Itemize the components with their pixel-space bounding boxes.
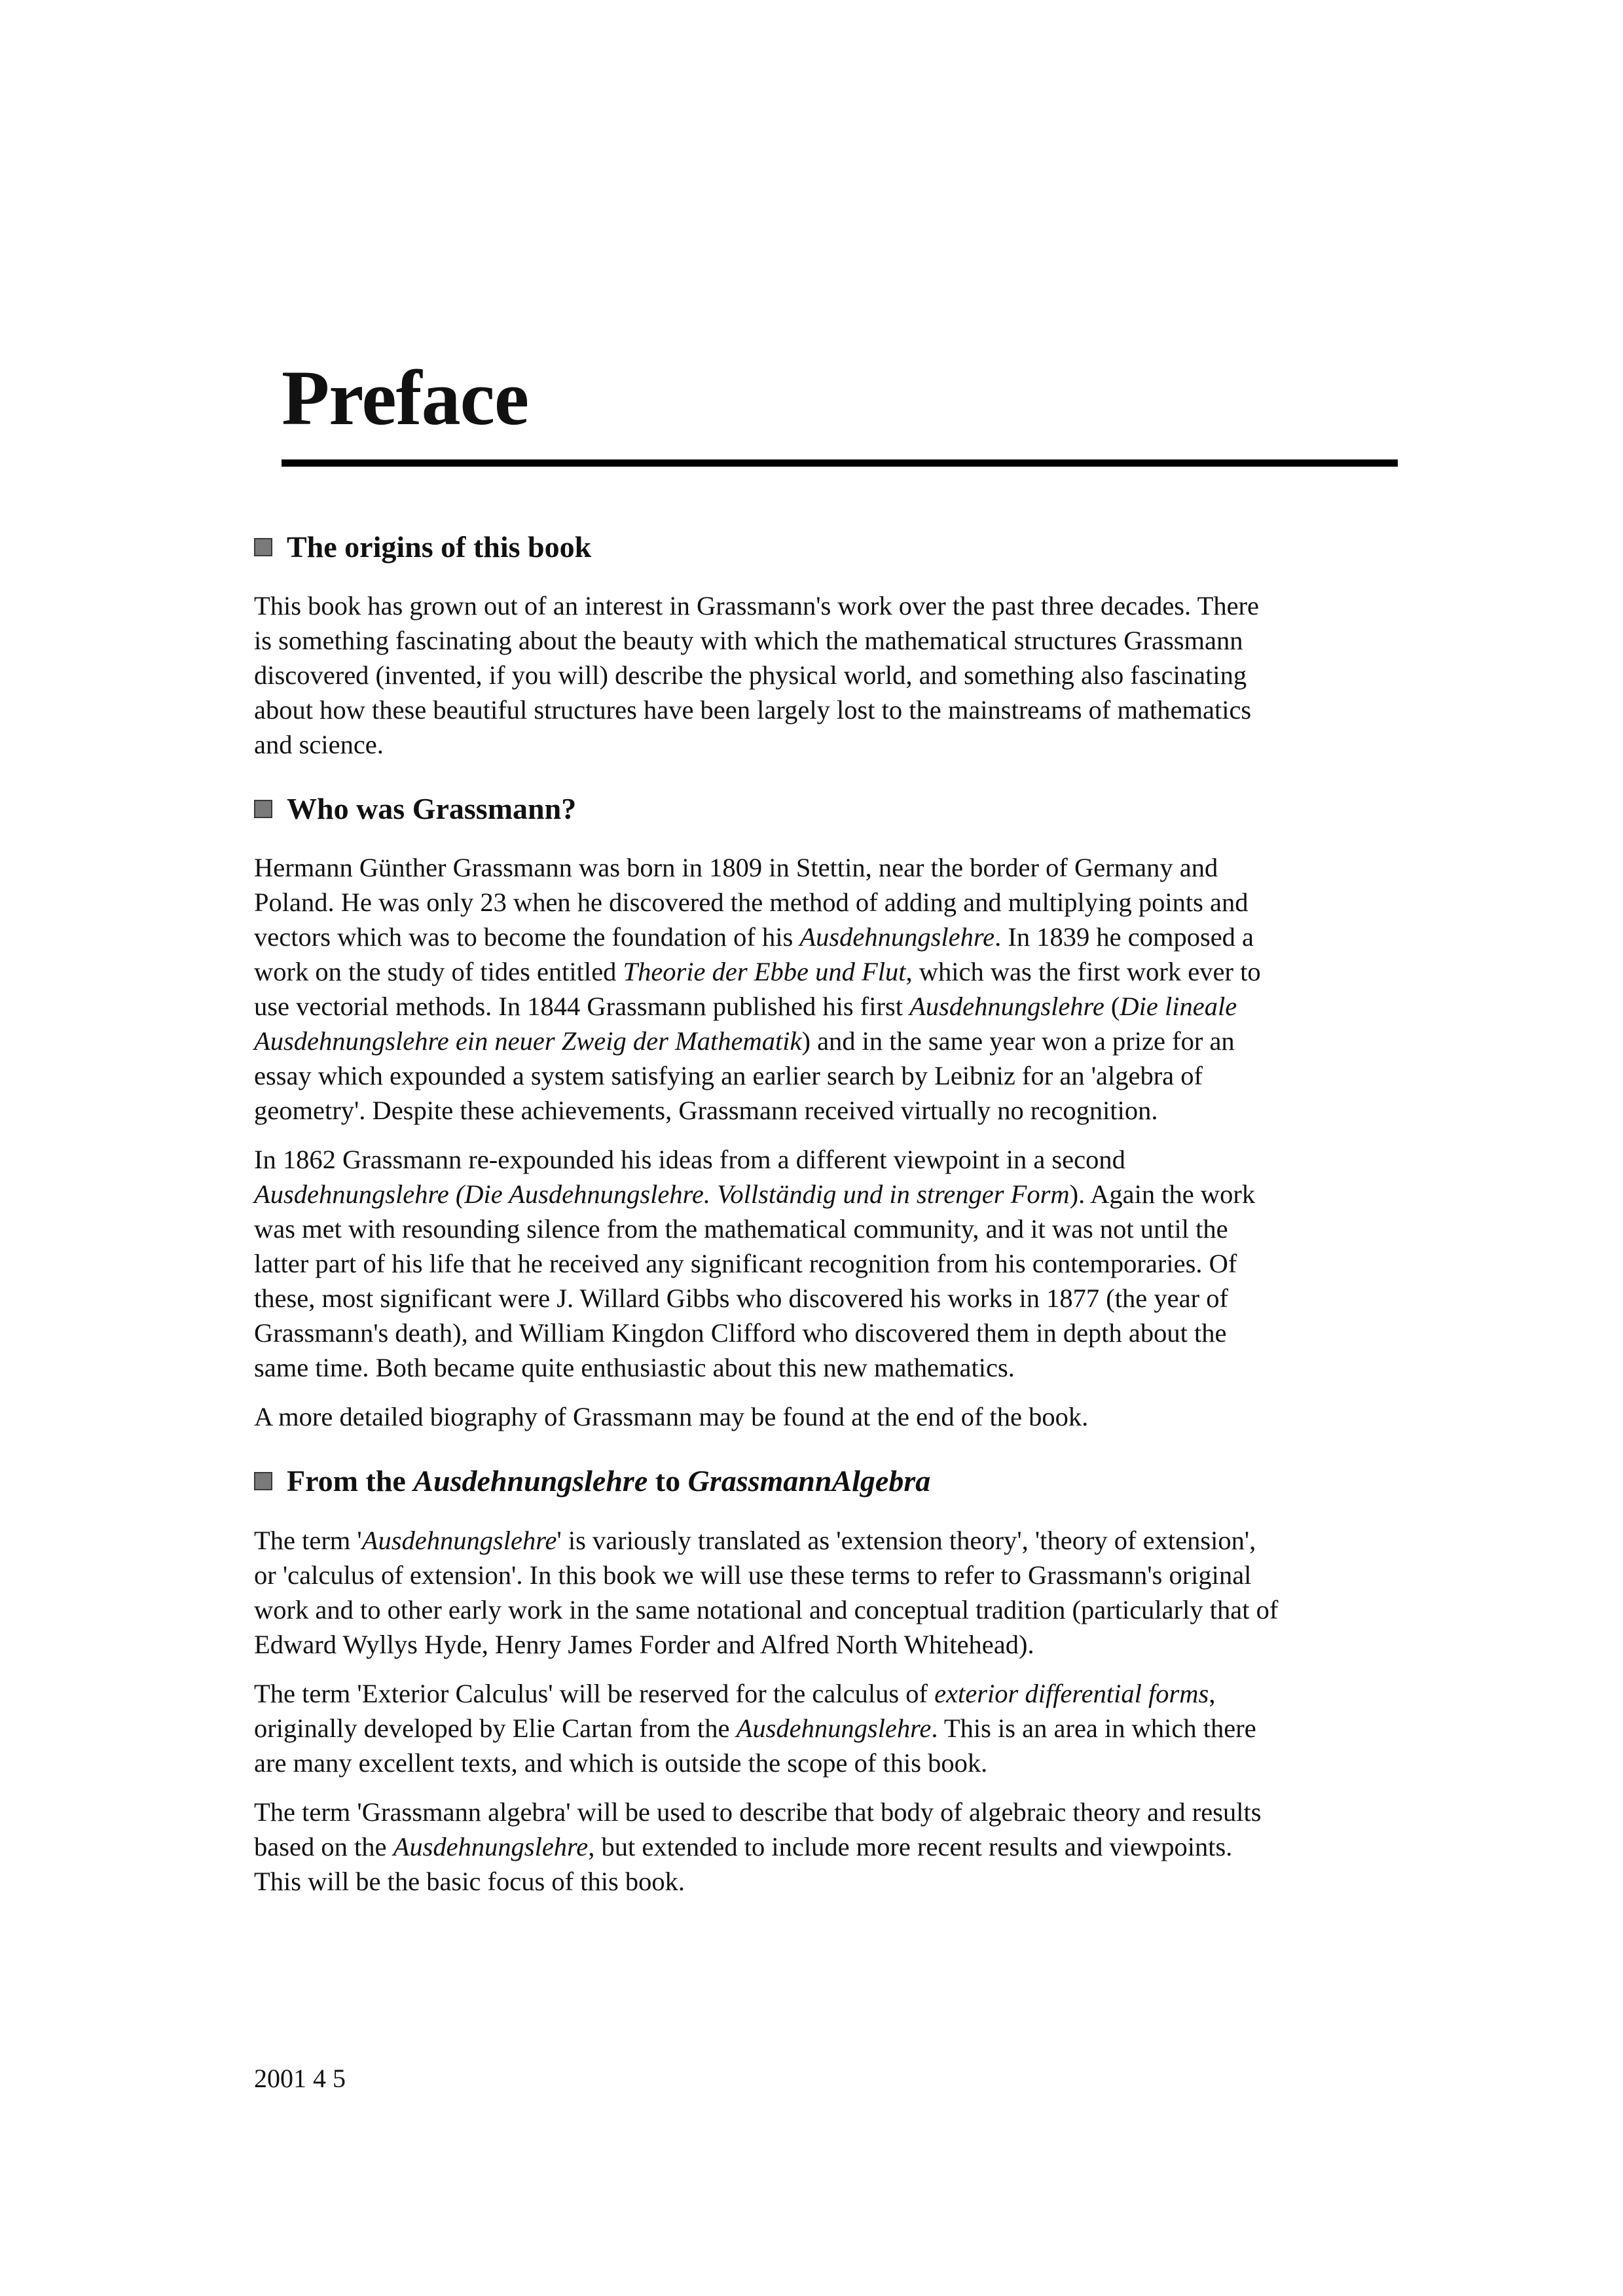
page-title: Preface — [282, 354, 529, 441]
preface-section — [254, 1463, 1400, 1898]
paragraph: The term 'Grassmann algebra' will be used to describe that body of algebraic theory and results based on the Ausdehnungslehre, but extended to include more recent results and viewpoints. This will be the basic focus of this book. — [254, 1797, 1262, 1896]
footer-date: 2001 4 5 — [254, 2064, 346, 2093]
paragraph: In 1862 Grassmann re-expounded his ideas from a different viewpoint in a second Ausdehnungslehre (Die Ausdehnungslehre. Vollständig und in strenger Form). Again the work was met with resounding silence from the mathematical community, and it was not until the latter part of his life that he received any significant recognition from his contemporaries. Of these, most significant were J. Willard Gibbs who discovered his works in 1877 (the year of Grassmann's death), and William Kingdon Clifford who discovered them in depth about the same time. Both became quite enthusiastic about this new mathematics. — [254, 1145, 1256, 1383]
preface-section — [254, 529, 1400, 762]
section-heading-text: From the Ausdehnungslehre to GrassmannAlgebra — [287, 1464, 931, 1498]
paragraph: The term 'Exterior Calculus' will be reserved for the calculus of exterior differential forms, originally developed by Elie Cartan from the Ausdehnungslehre. This is an area in which there are many excellent texts, and which is outside the scope of this book. — [254, 1678, 1256, 1778]
square-bullet-icon — [254, 800, 272, 818]
section-heading — [254, 791, 1400, 827]
title-rule — [282, 459, 1398, 467]
paragraph: The term 'Ausdehnungslehre' is variously translated as 'extension theory', 'theory of extension', or 'calculus of extension'. In this book we will use these terms to refer to Grassmann's original work and to other early work in the same notational and conceptual tradition (particularly that of Edward Wyllys Hyde, Henry James Forder and Alfred North Whitehead). — [254, 1525, 1279, 1659]
square-bullet-icon — [254, 538, 272, 556]
paragraph: Hermann Günther Grassmann was born in 1809 in Stettin, near the border of Germany and Poland. He was only 23 when he discovered the method of adding and multiplying points and vectors which was to become the foundation of his Ausdehnungslehre. In 1839 he composed a work on the study of tides entitled Theorie der Ebbe und Flut, which was the first work ever to use vectorial methods. In 1844 Grassmann published his first Ausdehnungslehre (Die lineale Ausdehnungslehre ein neuer Zweig der Mathematik) and in the same year won a prize for an essay which expounded a system satisfying an earlier search by Leibniz for an 'algebra of geometry'. Despite these achievements, Grassmann received virtually no recognition. — [254, 853, 1261, 1126]
square-bullet-icon — [254, 1472, 272, 1490]
paragraph: This book has grown out of an interest in Grassmann's work over the past three decades. There is something fascinating about the beauty with which the mathematical structures Grassmann discovered (invented, if you will) describe the physical world, and something also fascinating about how these beautiful structures have been largely lost to the mainstreams of mathematics and science. — [254, 591, 1260, 760]
preface-section — [254, 791, 1400, 1434]
section-heading — [254, 529, 1400, 565]
preface-content — [254, 529, 1400, 1913]
section-heading-text: The origins of this book — [287, 530, 592, 564]
section-heading — [254, 1463, 1400, 1499]
section-heading-text: Who was Grassmann? — [287, 792, 577, 826]
paragraph: A more detailed biography of Grassmann may be found at the end of the book. — [254, 1402, 1089, 1432]
